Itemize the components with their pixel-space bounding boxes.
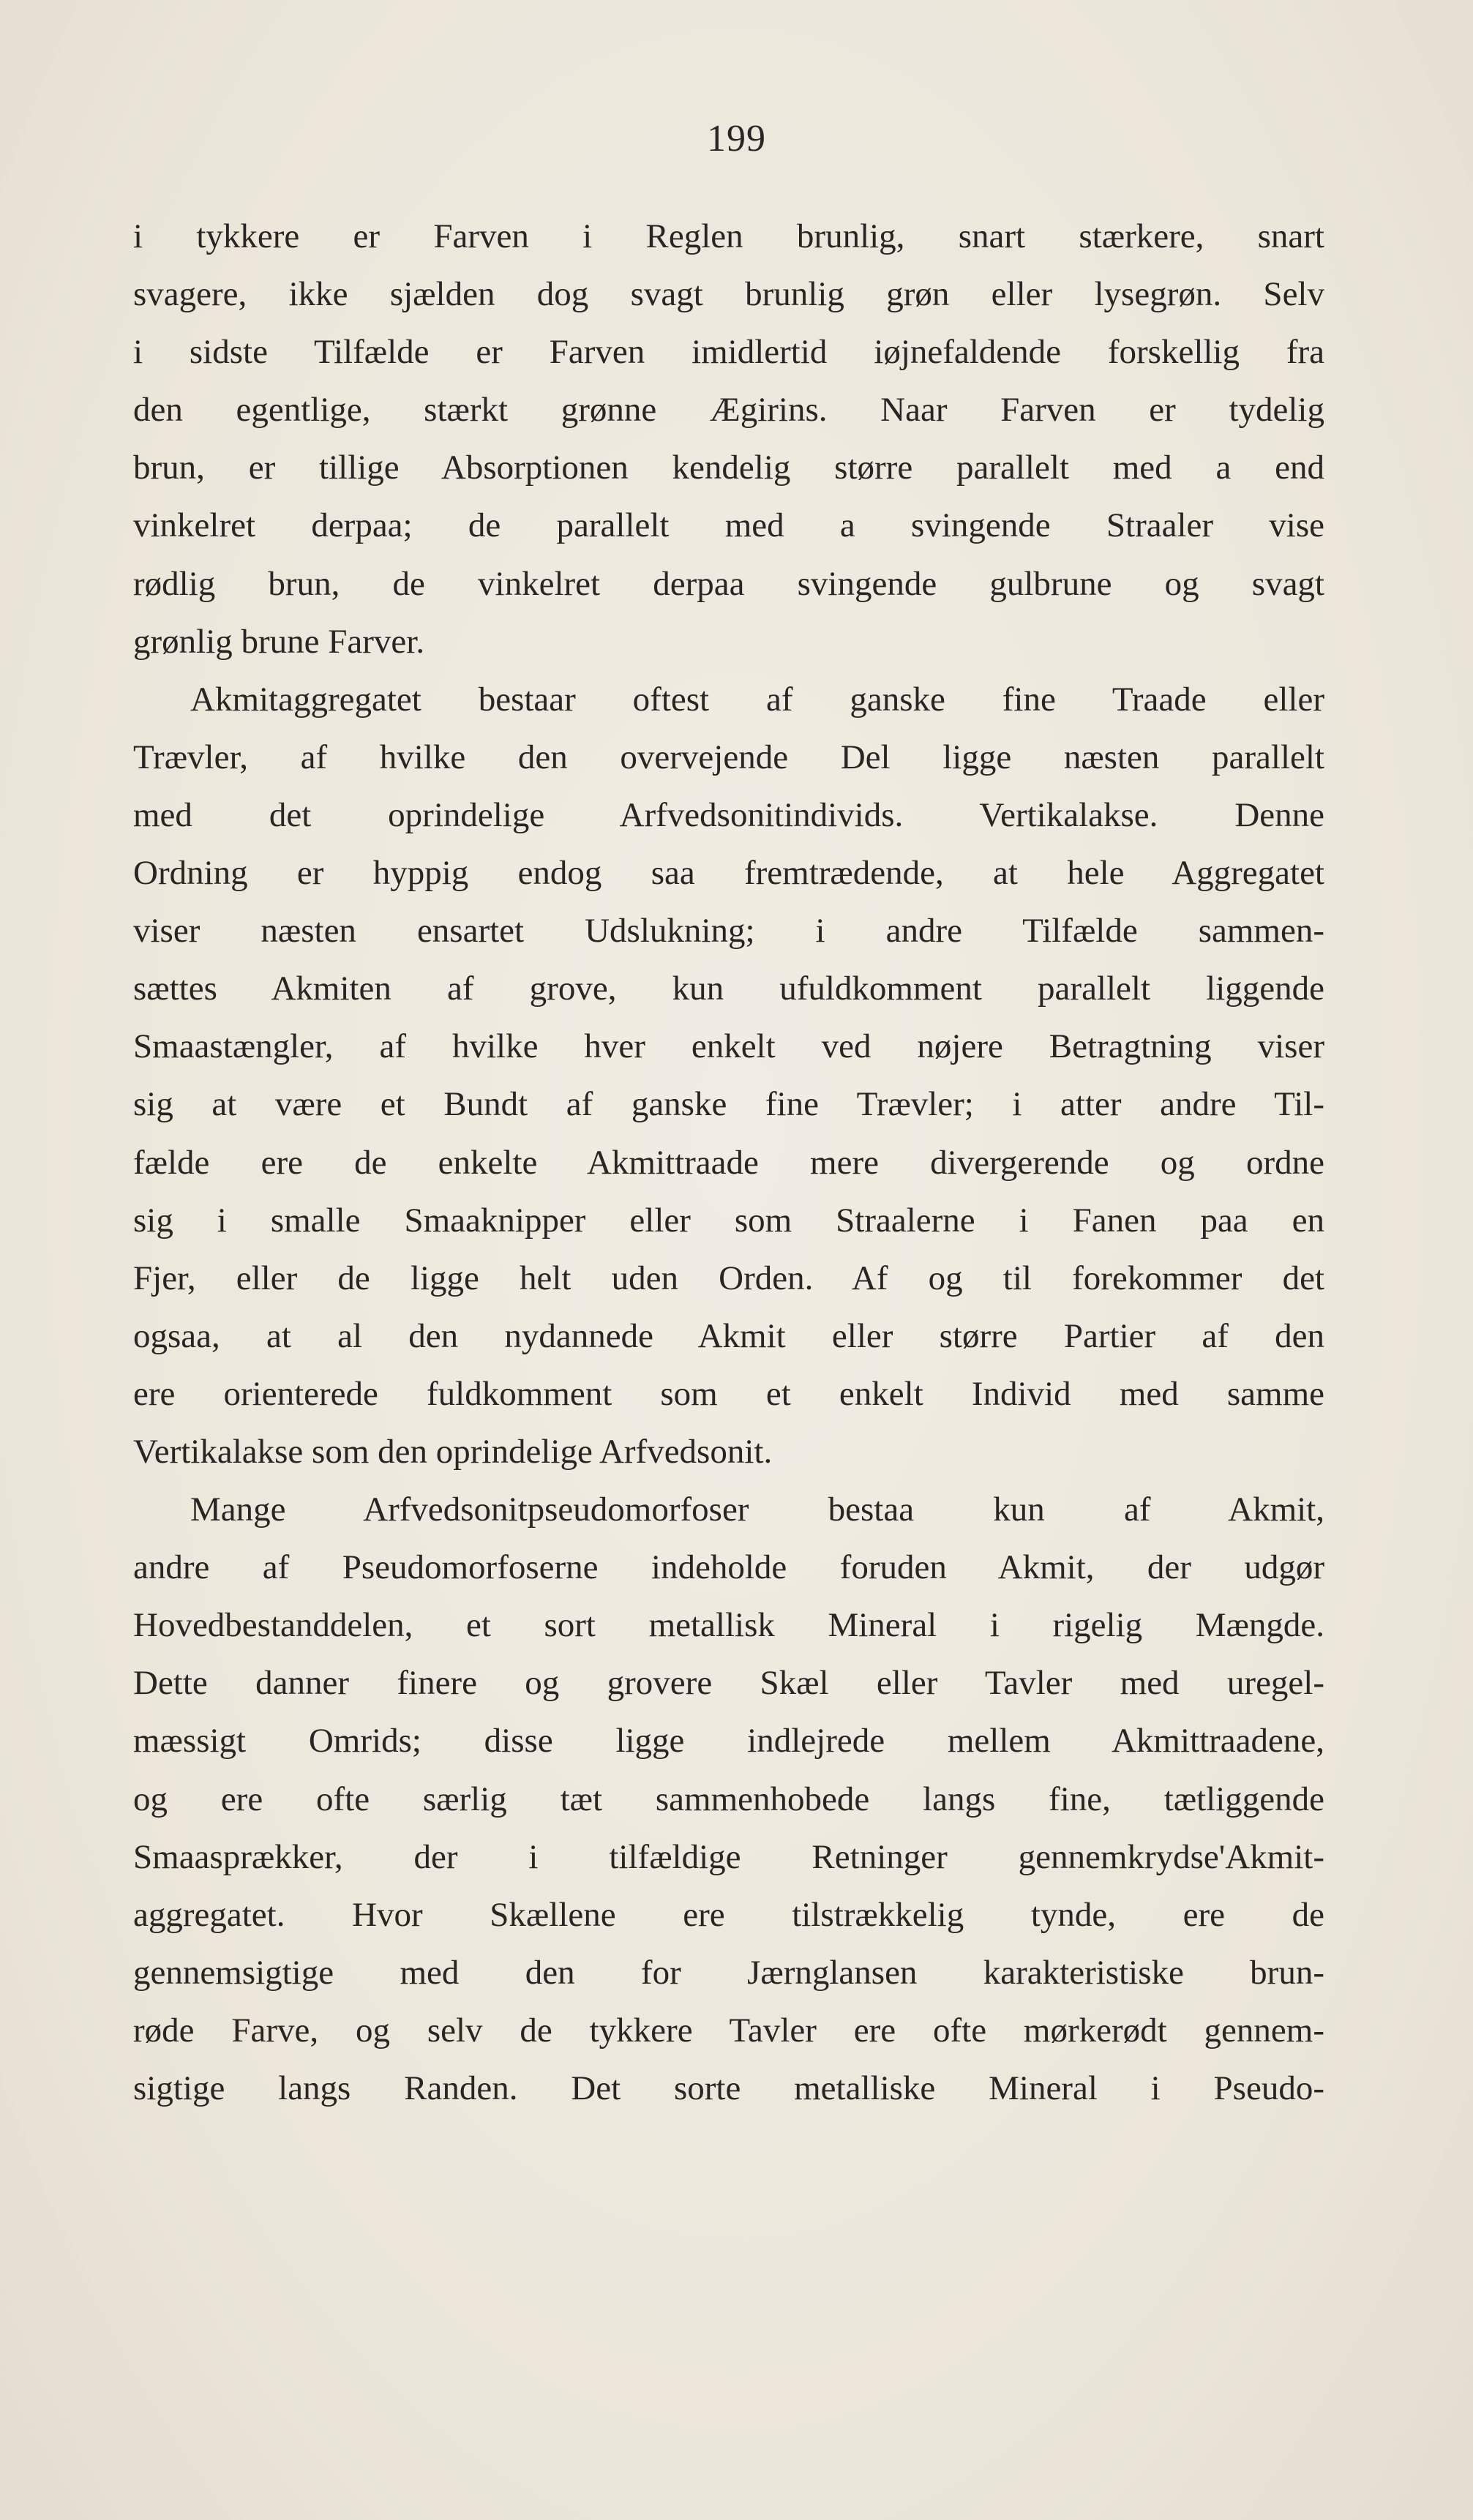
text-line: Smaasprækker, der i tilfældige Retninger gennemkrydse'Akmit- <box>133 1837 1324 1876</box>
text-line: brun, er tillige Absorptionen kendelig større parallelt med a end <box>133 449 1324 487</box>
text-line: Hovedbestanddelen, et sort metallisk Mineral i rigelig Mængde. <box>133 1606 1324 1645</box>
text-line: fælde ere de enkelte Akmittraade mere divergerende og ordne <box>133 1143 1324 1182</box>
text-line: viser næsten ensartet Udslukning; i andre Tilfælde sammen- <box>133 912 1324 950</box>
text-line: Trævler, af hvilke den overvejende Del ligge næsten parallelt <box>133 738 1324 776</box>
text-line: sig at være et Bundt af ganske fine Trævler; i atter andre Til- <box>133 1085 1324 1124</box>
text-line: Smaastængler, af hvilke hver enkelt ved nøjere Betragtning viser <box>133 1027 1324 1066</box>
text-line: sættes Akmiten af grove, kun ufuldkomment parallelt liggende <box>133 970 1324 1008</box>
text-line: vinkelret derpaa; de parallelt med a svingende Straaler vise <box>133 506 1324 545</box>
text-line: Mange Arfvedsonitpseudomorfoser bestaa kun af Akmit, <box>190 1490 1324 1529</box>
body-text <box>133 208 1324 2118</box>
text-line: gennemsigtige med den for Jærnglansen karakteristiske brun- <box>133 1953 1324 1992</box>
text-line: andre af Pseudomorfoserne indeholde foruden Akmit, der udgør <box>133 1548 1324 1587</box>
text-line: i tykkere er Farven i Reglen brunlig, snart stærkere, snart <box>133 217 1324 255</box>
text-line: den egentlige, stærkt grønne Ægirins. Naar Farven er tydelig <box>133 391 1324 430</box>
text-line: aggregatet. Hvor Skællene ere tilstrækkelig tynde, ere de <box>133 1895 1324 1934</box>
text-line: med det oprindelige Arfvedsonitindivids. Vertikalakse. Denne <box>133 795 1324 834</box>
text-line: i sidste Tilfælde er Farven imidlertid iøjnefaldende forskellig fra <box>133 333 1324 372</box>
text-line: svagere, ikke sjælden dog svagt brunlig grøn eller lysegrøn. Selv <box>133 275 1324 314</box>
text-line: sigtige langs Randen. Det sorte metalliske Mineral i Pseudo- <box>133 2069 1324 2107</box>
text-line: Fjer, eller de ligge helt uden Orden. Af og til forekommer det <box>133 1259 1324 1297</box>
text-line: Akmitaggregatet bestaar oftest af ganske fine Traade eller <box>190 680 1324 719</box>
text-line: ere orienterede fuldkomment som et enkelt Individ med samme <box>133 1374 1324 1413</box>
text-line: Dette danner finere og grovere Skæl eller Tavler med uregel- <box>133 1664 1324 1703</box>
text-line: Vertikalakse som den oprindelige Arfvedsonit. <box>133 1432 773 1471</box>
text-line: rødlig brun, de vinkelret derpaa svingende gulbrune og svagt <box>133 564 1324 603</box>
text-line: røde Farve, og selv de tykkere Tavler ere ofte mørkerødt gennem- <box>133 2011 1324 2050</box>
text-line: ogsaa, at al den nydannede Akmit eller større Partier af den <box>133 1316 1324 1355</box>
text-line: og ere ofte særlig tæt sammenhobede langs fine, tætliggende <box>133 1780 1324 1818</box>
text-line: mæssigt Omrids; disse ligge indlejrede mellem Akmittraadene, <box>133 1722 1324 1760</box>
text-line: sig i smalle Smaaknipper eller som Straalerne i Fanen paa en <box>133 1201 1324 1240</box>
page-number: 199 <box>707 118 766 160</box>
text-line: Ordning er hyppig endog saa fremtrædende, at hele Aggregatet <box>133 854 1324 893</box>
text-line: grønlig brune Farver. <box>133 622 425 661</box>
